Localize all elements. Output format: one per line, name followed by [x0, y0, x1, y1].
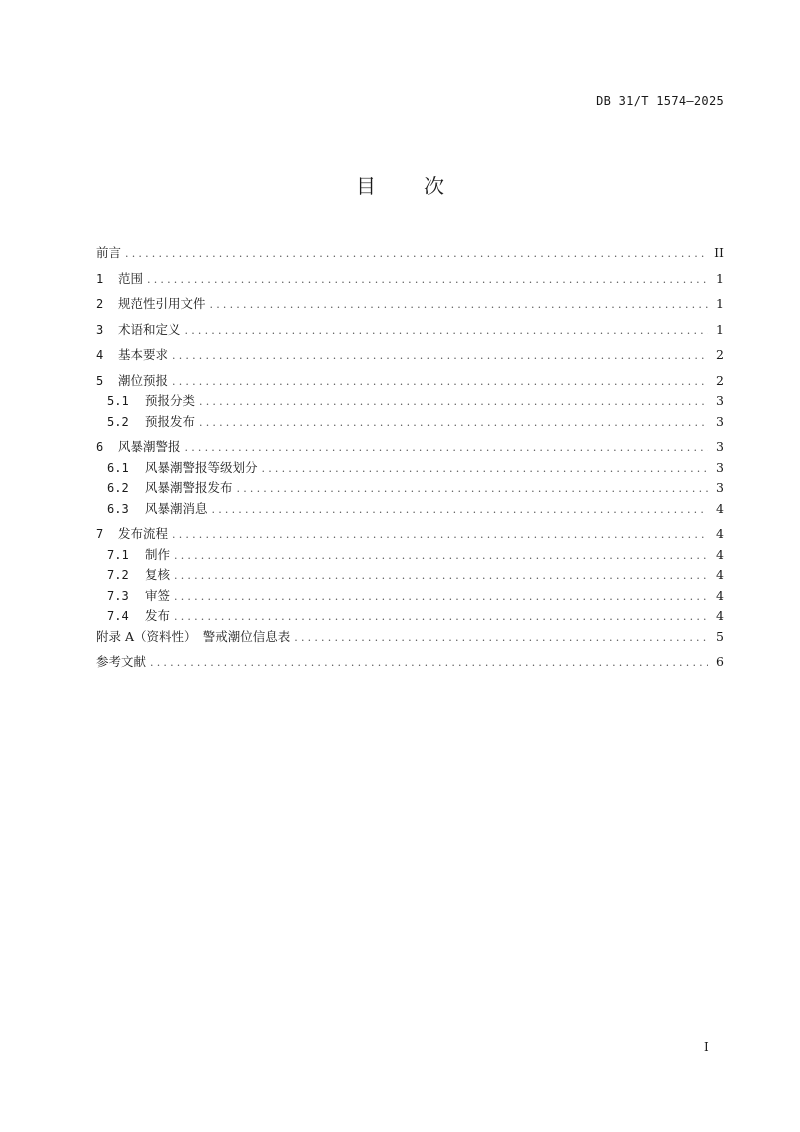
leader-dots [172, 375, 708, 388]
toc-page: 4 [716, 608, 724, 623]
title-char-2: 次 [424, 174, 444, 198]
document-code: DB 31/T 1574—2025 [596, 94, 724, 108]
toc-entry-5-1[interactable]: 5.1 预报分类 ..... 3 [96, 391, 724, 412]
toc-page: 6 [716, 654, 724, 669]
toc-entry-7-3[interactable]: 7.3 审签 ..... 4 [96, 586, 724, 607]
toc-entry-7-2[interactable]: 7.2 复核 ..... 4 [96, 565, 724, 586]
leader-dots [174, 569, 708, 582]
leader-dots [150, 656, 708, 669]
toc-page: 3 [716, 480, 724, 495]
toc-page: 1 [716, 296, 724, 311]
toc-page: 2 [716, 347, 724, 362]
page-number: I [704, 1040, 709, 1054]
toc-entry-bibliography[interactable]: 参考文献 ..... 6 [96, 652, 724, 673]
leader-dots [185, 441, 708, 454]
leader-dots [125, 247, 708, 260]
table-of-contents [96, 243, 724, 673]
toc-page: 4 [716, 546, 724, 562]
toc-page: 1 [716, 270, 724, 286]
toc-entry-6-1[interactable]: 6.1 风暴潮警报等级划分 ..... 3 [96, 458, 724, 479]
toc-page: 3 [716, 459, 724, 475]
toc-page: 2 [716, 372, 724, 388]
toc-page: 4 [716, 500, 724, 516]
toc-entry-3[interactable]: 3 术语和定义 ..... 1 [96, 320, 724, 341]
toc-entry-6-3[interactable]: 6.3 风暴潮消息 ..... 4 [96, 499, 724, 520]
leader-dots [147, 273, 708, 286]
page-title [0, 170, 800, 199]
toc-page: II [714, 245, 724, 260]
toc-entry-6[interactable]: 6 风暴潮警报 ..... 3 [96, 437, 724, 458]
leader-dots [262, 462, 708, 475]
toc-entry-7-1[interactable]: 7.1 制作 ..... 4 [96, 545, 724, 566]
leader-dots [210, 298, 708, 311]
toc-page: 5 [716, 628, 724, 644]
toc-entry-6-2[interactable]: 6.2 风暴潮警报发布 ..... 3 [96, 478, 724, 499]
leader-dots [174, 549, 708, 562]
leader-dots [237, 482, 708, 495]
leader-dots [212, 503, 708, 516]
toc-entry-2[interactable]: 2 规范性引用文件 ..... 1 [96, 294, 724, 315]
toc-entry-5-2[interactable]: 5.2 预报发布 ..... 3 [96, 412, 724, 433]
toc-page: 4 [716, 567, 724, 582]
toc-entry-5[interactable]: 5 潮位预报 ..... 2 [96, 371, 724, 392]
toc-entry-foreword[interactable]: 前言 ..... II [96, 243, 724, 264]
toc-entry-4[interactable]: 4 基本要求 ..... 2 [96, 345, 724, 366]
toc-page: 3 [716, 439, 724, 454]
toc-entry-7[interactable]: 7 发布流程 ..... 4 [96, 524, 724, 545]
leader-dots [172, 528, 708, 541]
toc-entry-7-4[interactable]: 7.4 发布 ..... 4 [96, 606, 724, 627]
leader-dots [199, 395, 708, 408]
leader-dots [174, 610, 708, 623]
toc-entry-1[interactable]: 1 范围 ..... 1 [96, 269, 724, 290]
toc-page: 4 [716, 587, 724, 603]
leader-dots [174, 590, 708, 603]
toc-page: 3 [716, 413, 724, 429]
leader-dots [294, 631, 708, 644]
toc-page: 1 [716, 321, 724, 337]
leader-dots [185, 324, 708, 337]
title-char-1: 目 [356, 174, 376, 198]
leader-dots [199, 416, 708, 429]
leader-dots [172, 349, 708, 362]
toc-page: 3 [716, 393, 724, 408]
toc-page: 4 [716, 526, 724, 541]
toc-entry-appendix-a[interactable]: 附录 A（资料性） 警戒潮位信息表 ..... 5 [96, 627, 724, 648]
